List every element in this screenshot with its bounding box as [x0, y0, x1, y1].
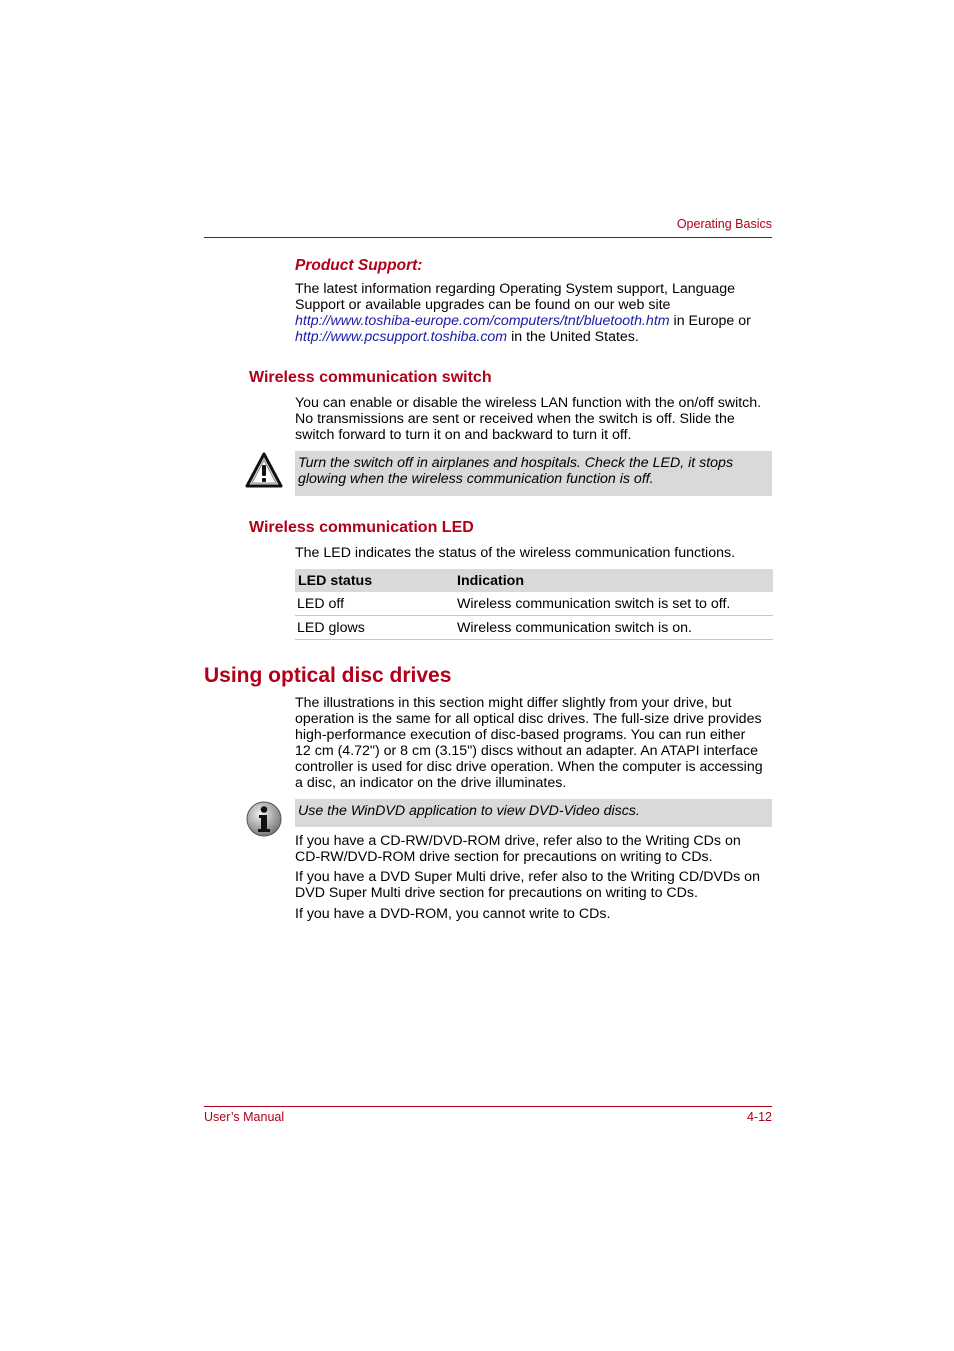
page-number: 4-12	[746, 1110, 772, 1124]
text-line: Support or available upgrades can be found on our web site	[295, 297, 671, 313]
dvd-rom-paragraph: If you have a DVD-ROM, you cannot write to CDs.	[295, 906, 611, 922]
text-line: controller is used for disc drive operation. When the computer is accessing	[295, 759, 763, 775]
table-row	[295, 616, 773, 640]
info-note: Use the WinDVD application to view DVD-Video discs.	[295, 799, 772, 827]
text-line: glowing when the wireless communication function is off.	[298, 471, 654, 487]
info-icon	[245, 800, 283, 838]
warning-triangle-icon	[245, 451, 283, 489]
text-line: You can enable or disable the wireless LAN function with the on/off switch.	[295, 395, 762, 411]
caution-note	[295, 451, 772, 496]
text-line	[295, 329, 751, 345]
table-cell: Wireless communication switch is set to off.	[454, 592, 773, 616]
text-line: a disc, an indicator on the drive illuminates.	[295, 775, 567, 791]
table-row	[295, 592, 773, 616]
product-support-text	[295, 281, 751, 345]
header-rule	[204, 237, 772, 238]
text-line: The latest information regarding Operating System support, Language	[295, 281, 736, 297]
table-header-row	[295, 569, 773, 592]
section-heading-led: Wireless communication LED	[249, 519, 474, 536]
section-heading-switch: Wireless communication switch	[249, 369, 492, 386]
europe-support-link[interactable]: http://www.toshiba-europe.com/computers/tnt/bluetooth.htm	[295, 313, 670, 329]
switch-description	[295, 395, 761, 443]
text-line: If you have a DVD Super Multi drive, refer also to the Writing CD/DVDs on	[295, 869, 760, 885]
product-support-title: Product Support:	[295, 257, 423, 274]
footer-manual-title: User’s Manual	[204, 1110, 285, 1124]
text-line: If you have a CD-RW/DVD-ROM drive, refer also to the Writing CDs on	[295, 833, 741, 849]
led-status-table	[295, 569, 773, 640]
optical-description	[295, 695, 763, 791]
column-header: LED status	[295, 569, 454, 592]
table-cell: Wireless communication switch is on.	[454, 616, 773, 640]
text-line: DVD Super Multi drive section for precautions on writing to CDs.	[295, 885, 698, 901]
us-support-link[interactable]: http://www.pcsupport.toshiba.com	[295, 329, 508, 345]
table-cell: LED glows	[295, 616, 454, 640]
text-line: The illustrations in this section might differ slightly from your drive, but	[295, 695, 732, 711]
text-line: high-performance execution of disc-based programs. You can run either	[295, 727, 746, 743]
text-fragment: in Europe or	[669, 313, 751, 329]
super-multi-paragraph	[295, 869, 760, 901]
led-intro: The LED indicates the status of the wireless communication functions.	[295, 545, 736, 561]
text-line: Turn the switch off in airplanes and hospitals. Check the LED, it stops	[298, 455, 734, 471]
text-line: No transmissions are sent or received when the switch is off. Slide the	[295, 411, 735, 427]
footer-rule	[204, 1106, 772, 1107]
running-header: Operating Basics	[676, 217, 772, 231]
column-header: Indication	[454, 569, 773, 592]
text-line: operation is the same for all optical disc drives. The full-size drive provides	[295, 711, 762, 727]
text-fragment: in the United States.	[507, 329, 639, 345]
table-cell: LED off	[295, 592, 454, 616]
cdrw-paragraph	[295, 833, 741, 865]
section-heading-optical: Using optical disc drives	[204, 664, 452, 687]
text-line: switch forward to turn it on and backward to turn it off.	[295, 427, 632, 443]
text-line: 12 cm (4.72") or 8 cm (3.15") discs without an adapter. An ATAPI interface	[295, 743, 758, 759]
text-line: CD-RW/DVD-ROM drive section for precautions on writing to CDs.	[295, 849, 713, 865]
text-line	[295, 313, 751, 329]
